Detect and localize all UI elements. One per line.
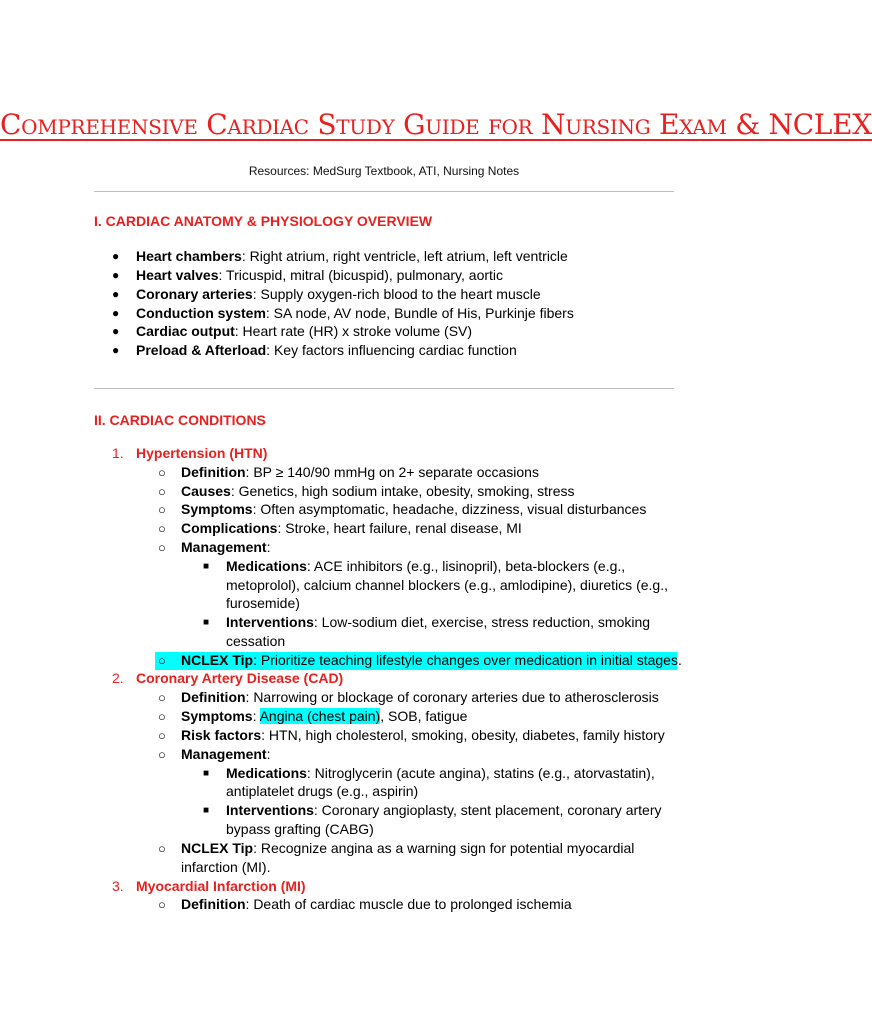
bullet-icon: ●: [112, 287, 120, 301]
circle-bullet-icon: ○: [158, 521, 166, 536]
bullet-icon: ●: [112, 268, 120, 282]
divider: [94, 388, 674, 389]
square-bullet-icon: ■: [203, 561, 210, 572]
bullet-icon: ●: [112, 306, 120, 320]
divider: [94, 191, 674, 192]
square-bullet-icon: ■: [203, 768, 210, 779]
circle-bullet-icon: ○: [158, 747, 166, 762]
section-heading-anatomy: I. CARDIAC ANATOMY & PHYSIOLOGY OVERVIEW: [94, 213, 433, 229]
circle-bullet-icon: ○: [158, 897, 166, 912]
bullet-icon: ●: [112, 324, 120, 338]
bullet-icon: ●: [112, 249, 120, 263]
square-bullet-icon: ■: [203, 617, 210, 628]
circle-bullet-icon: ○: [158, 653, 166, 668]
circle-bullet-icon: ○: [158, 465, 166, 480]
circle-bullet-icon: ○: [158, 484, 166, 499]
circle-bullet-icon: ○: [158, 690, 166, 705]
circle-bullet-icon: ○: [158, 728, 166, 743]
angina-highlight: Angina (chest pain): [259, 708, 381, 724]
bullet-icon: ●: [112, 343, 120, 357]
circle-bullet-icon: ○: [158, 841, 166, 856]
circle-bullet-icon: ○: [158, 540, 166, 555]
circle-bullet-icon: ○: [158, 502, 166, 517]
section-heading-conditions: II. CARDIAC CONDITIONS: [94, 412, 266, 428]
resources-line: Resources: MedSurg Textbook, ATI, Nursing Notes: [248, 164, 520, 178]
circle-bullet-icon: ○: [158, 709, 166, 724]
square-bullet-icon: ■: [203, 805, 210, 816]
page-title: Comprehensive Cardiac Study Guide for Nursing Exam & NCLEX: [0, 108, 872, 141]
